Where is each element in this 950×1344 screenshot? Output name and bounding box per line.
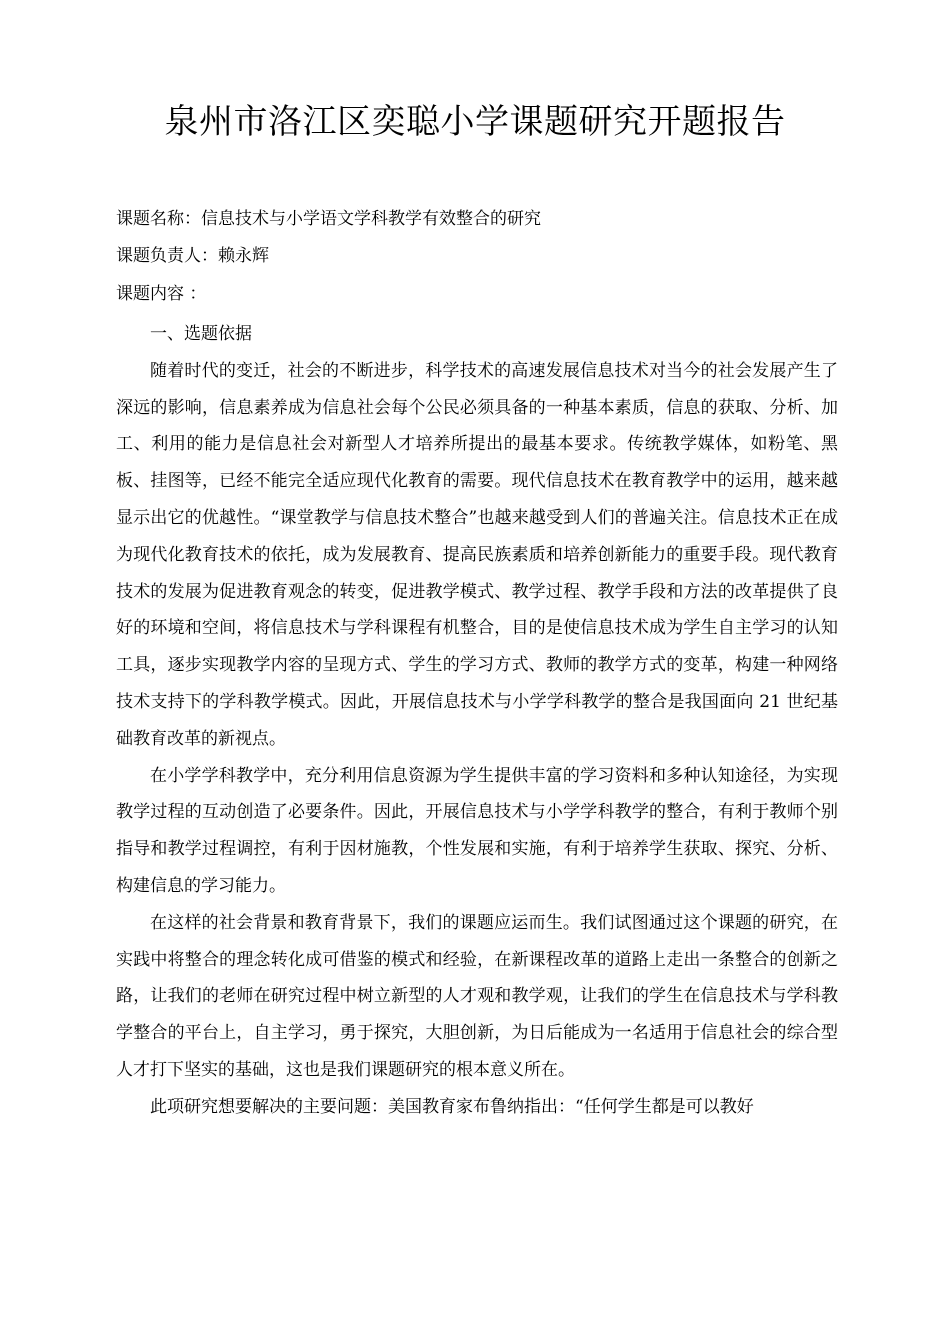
- topic-content-label: 课题内容 ：: [116, 284, 207, 304]
- topic-leader-line: 课题负责人：赖永辉: [116, 246, 269, 266]
- paragraph: 此项研究想要解决的主要问题：美国教育家布鲁纳指出：“任何学生都是可以教好: [150, 1096, 754, 1117]
- section-heading: 一、选题依据: [150, 324, 252, 344]
- document-title: 泉州市洛江区奕聪小学课题研究开题报告: [164, 102, 786, 142]
- topic-name-line: 课题名称：信息技术与小学语文学科教学有效整合的研究: [116, 209, 541, 229]
- paragraph: 随着时代的变迁，社会的不断进步，科学技术的高速发展信息技术对当今的社会发展产生了深远的影响，信息素养成为信息社会每个公民必须具备的一种基本素质，信息的获取、分析、加工、利用的能力是信息社会对新型人才培养所提出的最基本要求。传统教学媒体，如粉笔、黑板、挂图等，已经不能完全适应现代化教育的需要。现代信息技术在教育教学中的运用，越来越显示出它的优越性。“课堂教学与信息技术整合”也越来越受到人们的普遍关注。信息技术正在成为现代化教育技术的依托，成为发展教育、提高民族素质和培养创新能力的重要手段。现代教育技术的发展为促进教育观念的转变，促进教学模式、教学过程、教学手段和方法的改革提供了良好的环境和空间，将信息技术与学科课程有机整合，目的是使信息技术成为学生自主学习的认知工具，逐步实现教学内容的呈现方式、学生的学习方式、教师的教学方式的变革，构建一种网络技术支持下的学科教学模式。因此，开展信息技术与小学学科教学的整合是我国面向 21 世纪基础教育改革的新视点。: [116, 360, 838, 749]
- paragraph: 在小学学科教学中，充分利用信息资源为学生提供丰富的学习资料和多种认知途径，为实现教学过程的互动创造了必要条件。因此，开展信息技术与小学学科教学的整合，有利于教师个别指导和教学过程调控，有利于因材施教，个性发展和实施，有利于培养学生获取、探究、分析、构建信息的学习能力。: [116, 765, 838, 896]
- paragraph: 在这样的社会背景和教育背景下，我们的课题应运而生。我们试图通过这个课题的研究，在实践中将整合的理念转化成可借鉴的模式和经验，在新课程改革的道路上走出一条整合的创新之路，让我们的老师在研究过程中树立新型的人才观和教学观，让我们的学生在信息技术与学科教学整合的平台上，自主学习，勇于探究，大胆创新，为日后能成为一名适用于信息社会的综合型人才打下坚实的基础，这也是我们课题研究的根本意义所在。: [116, 912, 838, 1080]
- document-body: [116, 316, 838, 1126]
